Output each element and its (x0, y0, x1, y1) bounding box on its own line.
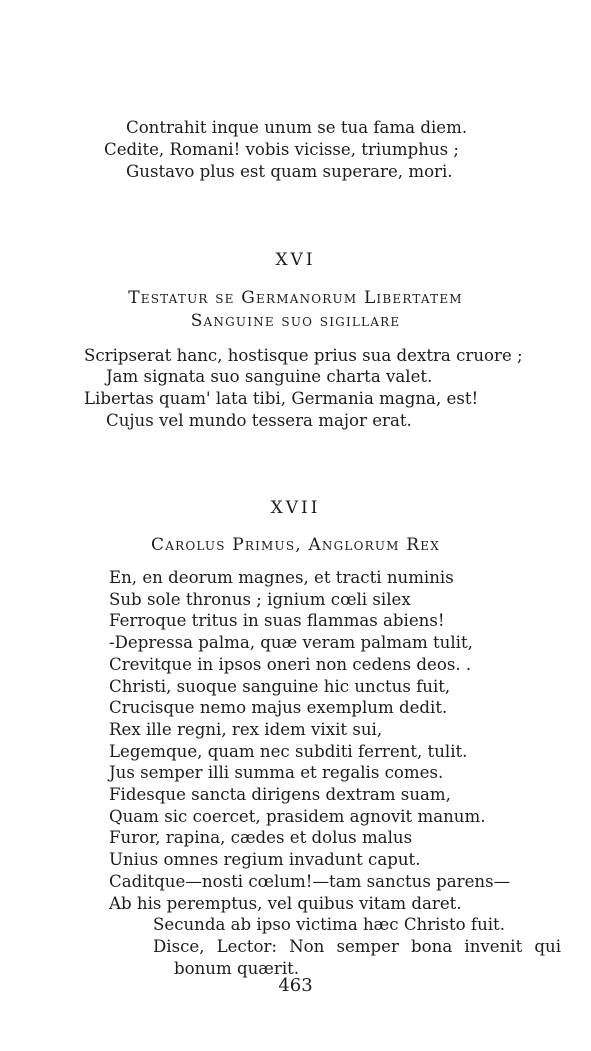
verse-line: Sub sole thronus ; ignium cœli silex (109, 589, 411, 609)
verse-line: Unius omnes regium invadunt caput. (109, 850, 421, 870)
verse-line: Libertas quam' lata tibi, Germania magna, est! (84, 389, 479, 408)
section-title-xvii: Carolus Primus, Anglorum Rex (151, 535, 440, 555)
verse-line: Secunda ab ipso victima hæc Christo fuit. (153, 915, 506, 935)
verse-line: En, en deorum magnes, et tracti numinis (109, 568, 454, 587)
verse-line: Fidesque sancta dirigens dextram suam, (109, 785, 451, 804)
verse-line: Legemque, quam nec subditi ferrent, tulit. (109, 741, 468, 761)
verse-line: Ab his peremptus, vel quibus vitam daret. (109, 893, 462, 913)
verse-line: Crucisque nemo majus exemplum dedit. (109, 698, 448, 718)
verse-line: Cujus vel mundo tessera major erat. (106, 411, 412, 430)
verse-line: Furor, rapina, cædes et dolus malus (109, 828, 413, 848)
verse-line: Crevitque in ipsos oneri non cedens deos. . (109, 654, 472, 674)
verse-line: Cedite, Romani! vobis vicisse, triumphus ; (104, 140, 460, 159)
verse-line: Jam signata suo sanguine charta valet. (106, 367, 433, 386)
verse-line: Jus semper illi summa et regalis comes. (109, 763, 444, 783)
section-title-xvi-line1: Testatur se Germanorum Libertatem (128, 288, 463, 308)
verse-line-continuation: bonum quærit. (174, 958, 300, 978)
verse-line: -Depressa palma, quæ veram palmam tulit, (109, 633, 473, 653)
verse-line: Quam sic coercet, prasidem agnovit manum. (109, 806, 486, 826)
verse-line: Ferroque tritus in suas flammas abiens! (109, 611, 445, 631)
section-number-xvi: XVI (275, 250, 316, 270)
section-number-xvii: XVII (270, 498, 321, 518)
verse-line: Caditque—nosti cœlum!—tam sanctus parens— (109, 871, 511, 891)
verse-line: Contrahit inque unum se tua fama diem. (126, 118, 468, 137)
section-title-xvi-line2: Sanguine suo sigillare (190, 311, 401, 331)
verse-line: Rex ille regni, rex idem vixit sui, (109, 719, 383, 739)
verse-line: Gustavo plus est quam superare, mori. (126, 162, 453, 181)
verse-line: Disce, Lector: Non semper bona invenit qui (153, 936, 561, 956)
page-number: 463 (278, 975, 313, 996)
verse-line: Scripserat hanc, hostisque prius sua dextra cruore ; (84, 346, 523, 365)
verse-line: Christi, suoque sanguine hic unctus fuit, (109, 676, 451, 696)
